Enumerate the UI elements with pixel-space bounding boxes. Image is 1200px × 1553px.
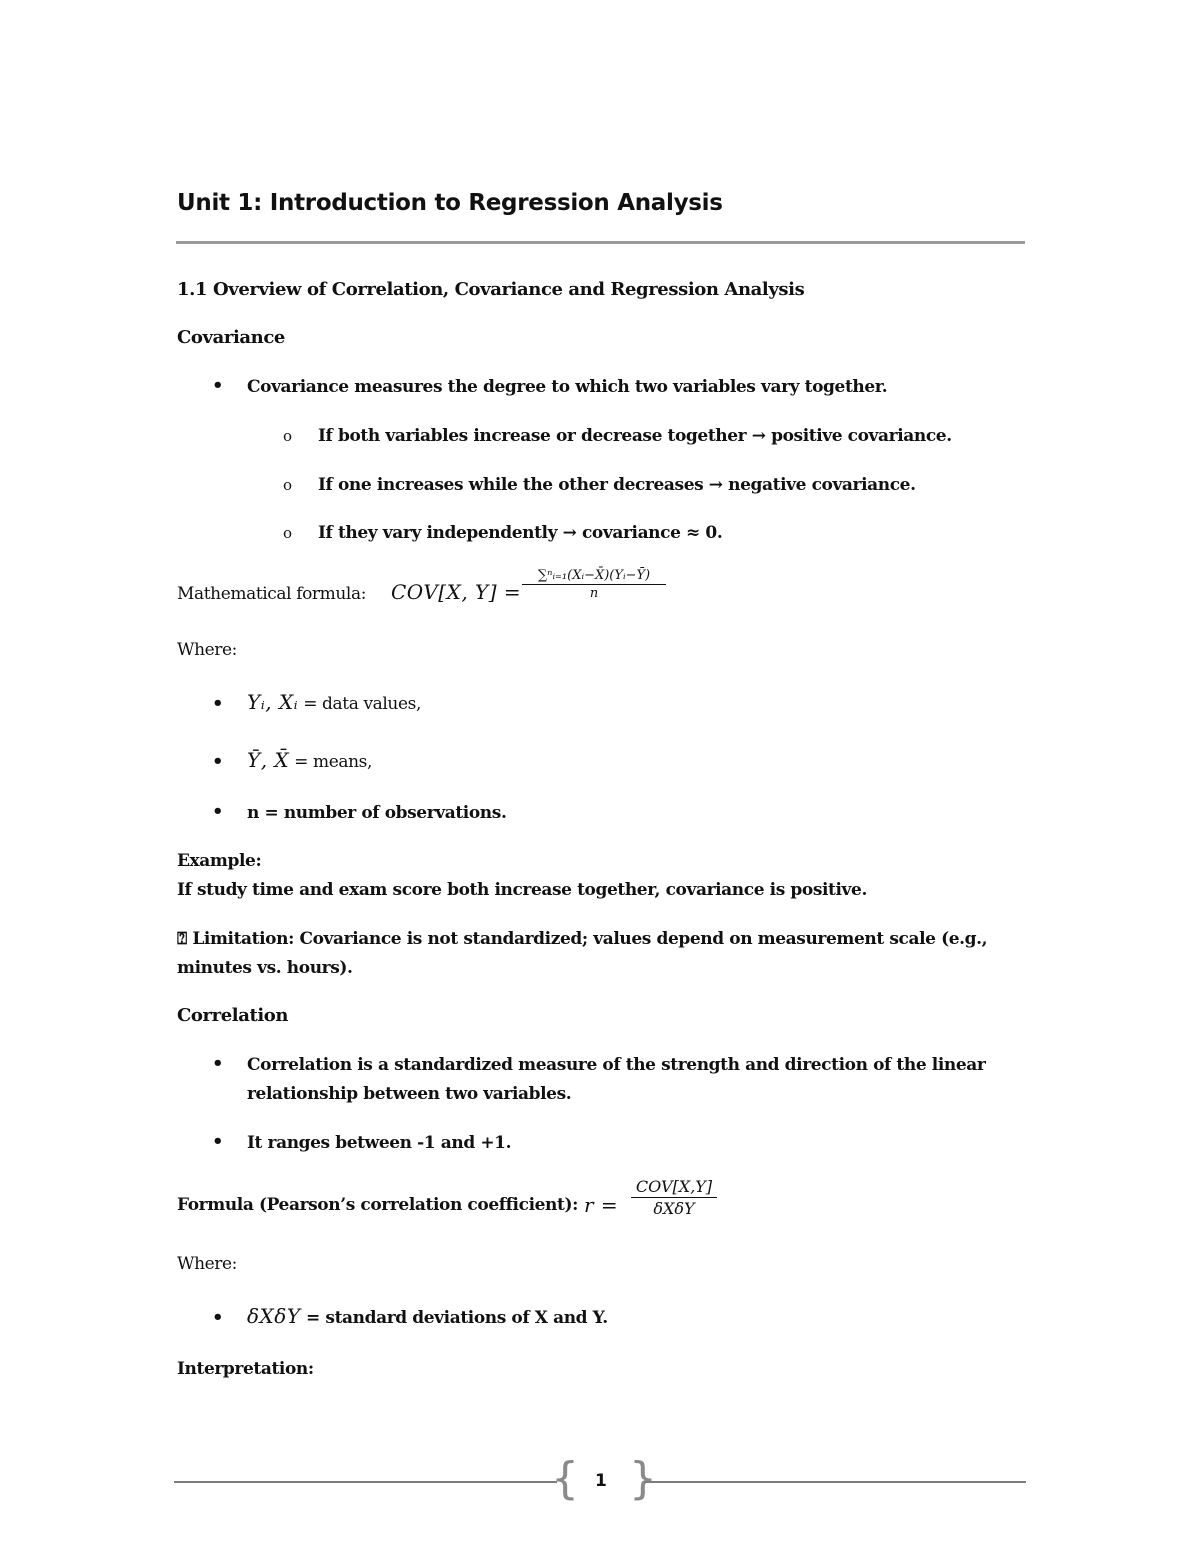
footer-right-brace: } [629,1453,657,1504]
covariance-sub-bullet-3: If they vary independently → covariance ≈ 0. [318,523,723,543]
correlation-formula-denominator: δXδY [653,1199,695,1218]
correlation-where-math: δXδY [247,1304,301,1328]
bullet-icon: • [212,375,224,396]
covariance-where-label: Where: [177,640,237,660]
interpretation-label: Interpretation: [177,1359,314,1379]
sub-bullet-icon: o [283,427,293,445]
covariance-sub-bullet-1: If both variables increase or decrease together → positive covariance. [318,426,952,446]
example-label: Example: [177,851,262,871]
sub-bullet-icon: o [283,524,293,542]
bullet-icon: • [212,1053,224,1074]
example-text: If study time and exam score both increase together, covariance is positive. [177,880,867,900]
limitation-line-2: minutes vs. hours). [177,958,353,978]
where-item-1 [247,690,421,714]
page-title: Unit 1: Introduction to Regression Analysis [177,190,723,216]
sub-bullet-icon: o [283,476,293,494]
bullet-icon: • [212,751,224,772]
footer-rule-right [644,1481,1026,1483]
footer-rule-left [174,1481,557,1483]
bullet-icon: • [212,1131,224,1152]
section-heading: 1.1 Overview of Correlation, Covariance and Regression Analysis [177,279,805,300]
covariance-formula-denominator: n [589,586,599,601]
missing-glyph-icon: ⍰ [177,929,187,949]
correlation-formula-label: Formula (Pearson’s correlation coefficient): [177,1195,578,1215]
limitation-line-1 [177,929,987,949]
correlation-bullet-2: It ranges between -1 and +1. [247,1133,512,1153]
correlation-where-item [247,1304,608,1328]
footer-left-brace: { [551,1453,579,1504]
bullet-icon: • [212,1307,224,1328]
bullet-icon: • [212,801,224,822]
correlation-bullet-1-line-2: relationship between two variables. [247,1084,572,1104]
bullet-icon: • [212,693,224,714]
correlation-formula-lhs: r = [584,1193,619,1217]
covariance-heading: Covariance [177,327,285,348]
correlation-bullet-1-line-1: Correlation is a standardized measure of the strength and direction of the linear [247,1055,986,1075]
where-item-2-text: = means, [289,752,373,772]
where-item-1-math: Yᵢ, Xᵢ [247,690,299,714]
where-item-2 [247,748,372,772]
correlation-formula-numerator: COV[X,Y] [631,1177,717,1198]
correlation-where-label: Where: [177,1254,237,1274]
where-item-2-math: Ȳ, X̄ [247,748,290,772]
page-number: 1 [595,1471,607,1491]
covariance-formula-label: Mathematical formula: [177,584,367,604]
correlation-formula-fraction [631,1177,717,1218]
covariance-bullet: Covariance measures the degree to which two variables vary together. [247,377,888,397]
covariance-sub-bullet-2: If one increases while the other decreases → negative covariance. [318,475,916,495]
limitation-text: Limitation: Covariance is not standardized; values depend on measurement scale (e.g., [192,929,988,949]
title-divider [176,241,1025,244]
covariance-formula-fraction [522,568,666,601]
covariance-formula-numerator: ∑ⁿᵢ₌₁(Xᵢ−X̄)(Yᵢ−Ȳ) [522,568,666,585]
where-item-1-text: = data values, [298,694,421,714]
covariance-formula-lhs: COV[X, Y] = [391,580,522,604]
correlation-where-text: = standard deviations of X and Y. [300,1308,608,1328]
where-item-3: n = number of observations. [247,803,507,823]
correlation-heading: Correlation [177,1005,289,1026]
